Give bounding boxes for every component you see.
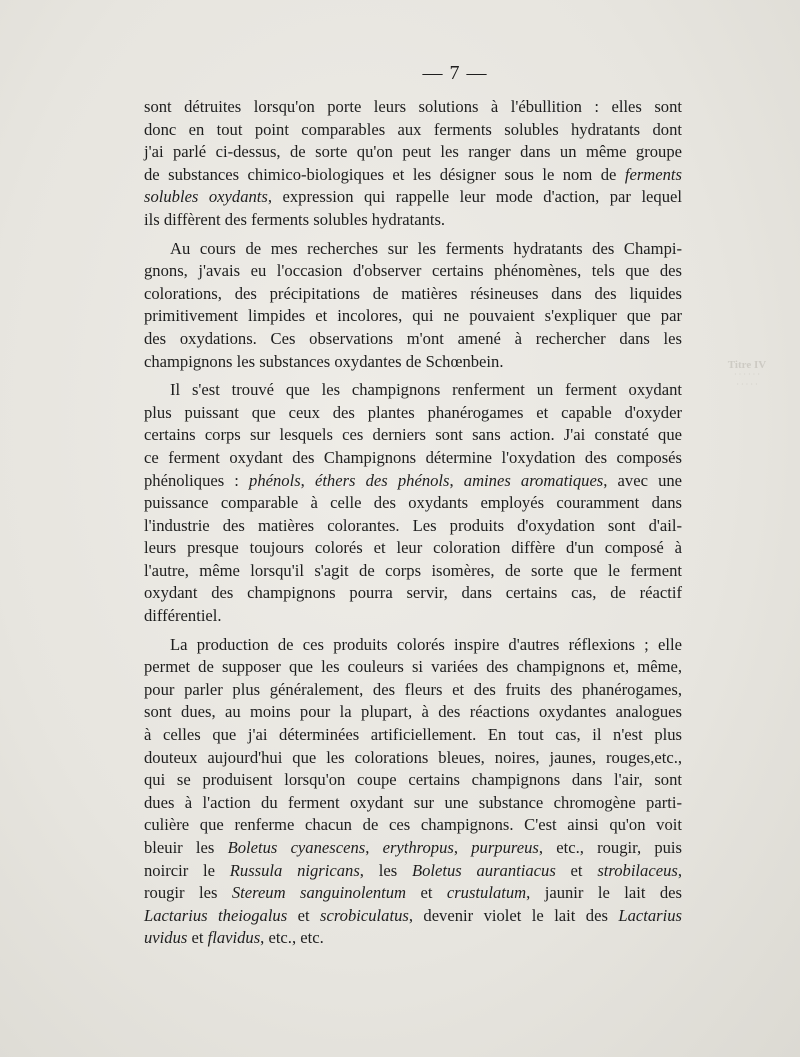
text-line: oxydant des champignons pourra servir, dans certains cas, de réactif (144, 583, 682, 603)
text-line: sont dues, au moins pour la plupart, à des réactions oxydantes analogues (144, 702, 682, 722)
text-line: dues à l'action du ferment oxydant sur une substance chromogène parti- (144, 792, 682, 812)
text-line: douteux aujourd'hui que les colorations bleues, noires, jaunes, rouges,etc., (144, 747, 682, 767)
text-line: solubles oxydants, expression qui rappelle leur mode d'action, par lequel (144, 187, 682, 207)
text-line: colorations, des précipitations de matières résineuses dans des liquides (144, 283, 682, 303)
text-line: ils diffèrent des ferments solubles hydratants. (144, 209, 446, 229)
text-line: champignons les substances oxydantes de Schœnbein. (144, 351, 504, 371)
document-body (144, 96, 682, 950)
text-line: puissance comparable à celle des oxydants employés couramment dans (144, 493, 682, 513)
text-line: différentiel. (144, 606, 222, 626)
text-line: permet de supposer que les couleurs si variées des champignons et, même, (144, 657, 682, 677)
text-line: gnons, j'avais eu l'occasion d'observer certains phénomènes, tels que des (144, 261, 682, 281)
text-line: à celles que j'ai déterminées artificiellement. En tout cas, il n'est plus (144, 725, 682, 745)
text-line: plus puissant que ceux des plantes phanérogames et capable d'oxyder (144, 402, 682, 422)
page-number: — 7 — (422, 62, 488, 84)
text-line: qui se produisent lorsqu'on coupe certains champignons dans l'air, sont (144, 770, 682, 790)
paragraph-2 (144, 238, 682, 374)
text-line: primitivement limpides et incolores, qui ne pouvaient s'expliquer que par (144, 306, 682, 326)
text-line: La production de ces produits colorés inspire d'autres réflexions ; elle (170, 634, 682, 654)
text-line: pour parler plus généralement, des fleurs et des fruits des phanérogames, (144, 679, 682, 699)
text-line: de substances chimico-biologiques et les désigner sous le nom de ferments (144, 164, 682, 184)
text-line: leurs presque toujours colorés et leur coloration diffère d'un composé à (144, 538, 682, 558)
text-line: certains corps sur lesquels ces derniers sont sans action. J'ai constaté que (144, 425, 682, 445)
paragraph-1 (144, 96, 682, 232)
bleed-through-text: Titre IV · · · · · · · · · · · (727, 359, 767, 389)
text-line: Lactarius theiogalus et scrobiculatus, devenir violet le lait des Lactarius (144, 905, 682, 925)
text-line: noircir le Russula nigricans, les Boletus aurantiacus et strobilaceus, (144, 860, 682, 880)
text-line: Il s'est trouvé que les champignons renferment un ferment oxydant (170, 380, 682, 400)
text-line: bleuir les Boletus cyanescens, erythropus, purpureus, etc., rougir, puis (144, 838, 682, 857)
text-line: l'industrie des matières colorantes. Les produits d'oxydation sont d'ail- (144, 515, 682, 535)
text-line: phénoliques : phénols, éthers des phénols, amines aromatiques, avec une (144, 470, 683, 490)
page-number-header (0, 62, 800, 85)
text-line: des oxydations. Ces observations m'ont amené à rechercher dans les (144, 328, 682, 348)
text-line: uvidus et flavidus, etc., etc. (144, 928, 324, 948)
paragraph-3 (144, 379, 682, 628)
text-line: j'ai parlé ci-dessus, de sorte qu'on peut les ranger dans un même groupe (144, 142, 682, 162)
text-line: Au cours de mes recherches sur les ferments hydratants des Champi- (170, 238, 682, 258)
text-line: rougir les Stereum sanguinolentum et crustulatum, jaunir le lait des (144, 883, 682, 903)
text-line: l'autre, même lorsqu'il s'agit de corps isomères, de sorte que le ferment (144, 560, 682, 580)
text-line: sont détruites lorsqu'on porte leurs solutions à l'ébullition : elles sont (144, 97, 682, 116)
paragraph-4 (144, 634, 682, 950)
text-line: ce ferment oxydant des Champignons détermine l'oxydation des composés (144, 447, 682, 467)
text-line: culière que renferme chacun de ces champignons. C'est ainsi qu'on voit (144, 815, 682, 835)
text-line: donc en tout point comparables aux ferments solubles hydratants dont (144, 119, 682, 139)
